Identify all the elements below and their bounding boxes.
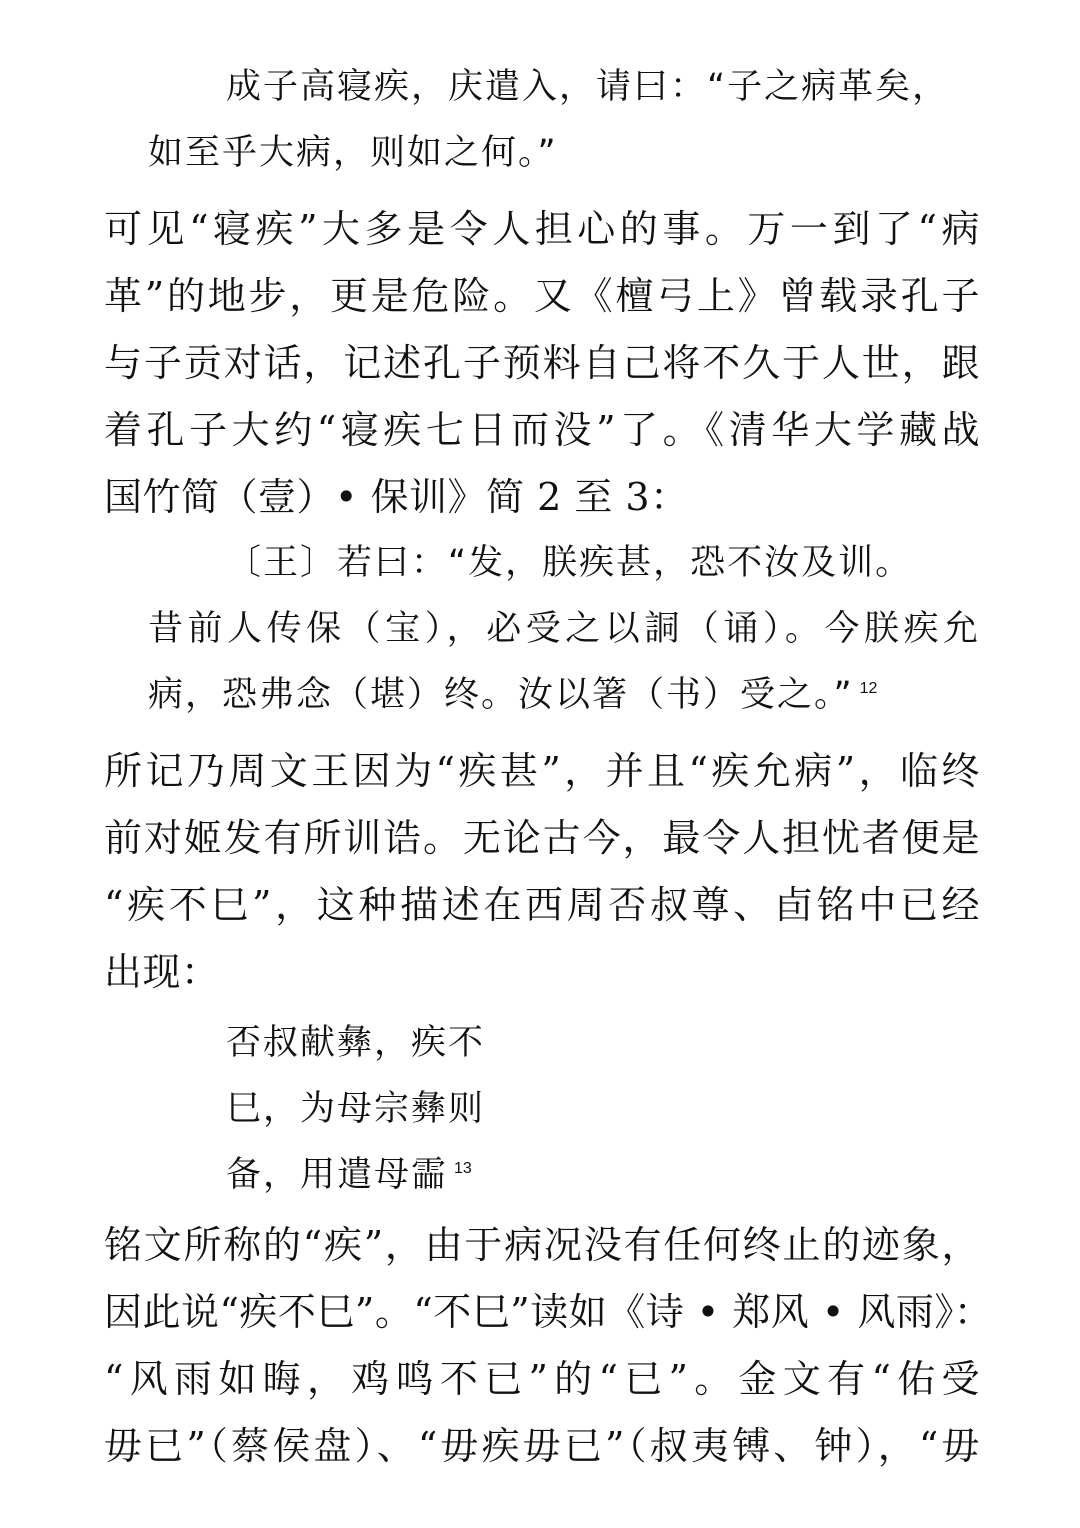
text-line: 革”的地步，更是危险。又《檀弓上》曾载录孔子 bbox=[104, 274, 980, 318]
paragraph-qinji bbox=[104, 196, 980, 531]
text-line bbox=[148, 662, 980, 728]
text-line: 所记乃周文王因为“疾甚”，并且“疾允病”，临终 bbox=[104, 749, 980, 793]
text-line: 〔王〕若曰：“发，朕疾甚，恐不汝及训。 bbox=[226, 543, 913, 583]
block-quote-baoxun bbox=[148, 530, 980, 728]
text-line: 成子高寝疾，庆遣入，请曰：“子之病革矣， bbox=[226, 67, 950, 107]
verse-line bbox=[148, 1142, 980, 1208]
verse-line-content: 备，用遣母霝 bbox=[226, 1155, 449, 1195]
verse-line: 巳，为母宗彝则 bbox=[226, 1089, 486, 1129]
paragraph-mingwen bbox=[104, 1212, 993, 1480]
text-line: “风雨如晦，鸡鸣不已”的“已”。金文有“佑受 bbox=[104, 1357, 980, 1401]
text-line: 与子贡对话，记述孔子预料自己将不久于人世，跟 bbox=[104, 341, 980, 385]
footnote-marker: 13 bbox=[454, 1160, 472, 1177]
text-line: 着孔子大约“寝疾七日而没”了。《清华大学藏战 bbox=[104, 408, 980, 452]
text-line: 如至乎大病，则如之何。” bbox=[148, 133, 558, 173]
text-line: 昔前人传保（宝），必受之以詷（诵）。今朕疾允 bbox=[148, 609, 980, 649]
footnote-marker: 12 bbox=[859, 680, 878, 697]
block-quote-chengzigao bbox=[148, 54, 980, 186]
text-line: 铭文所称的“疾”，由于病况没有任何终止的迹象， bbox=[104, 1223, 980, 1267]
text-line: 国竹简（壹）• 保训》简 2 至 3： bbox=[104, 475, 689, 519]
paragraph-wenwang bbox=[104, 738, 980, 1006]
text-line: 可见“寝疾”大多是令人担心的事。万一到了“病 bbox=[104, 207, 980, 251]
text-line: 毋已”（蔡侯盘）、“毋疾毋已”（叔夷镈、钟），“毋 bbox=[104, 1424, 980, 1468]
text-line: 前对姬发有所训诰。无论古今，最令人担忧者便是 bbox=[104, 816, 980, 860]
text-line-content: 病，恐弗念（堪）终。汝以箸（书）受之。” bbox=[148, 675, 854, 715]
text-line: “疾不巳”，这种描述在西周否叔尊、卣铭中已经 bbox=[104, 883, 980, 927]
verse-inscription bbox=[148, 1010, 980, 1208]
verse-line: 否叔献彝，疾不 bbox=[226, 1023, 486, 1063]
text-line: 出现： bbox=[104, 950, 220, 994]
text-line: 因此说“疾不巳”。“不巳”读如《诗 • 郑风 • 风雨》： bbox=[104, 1290, 993, 1334]
